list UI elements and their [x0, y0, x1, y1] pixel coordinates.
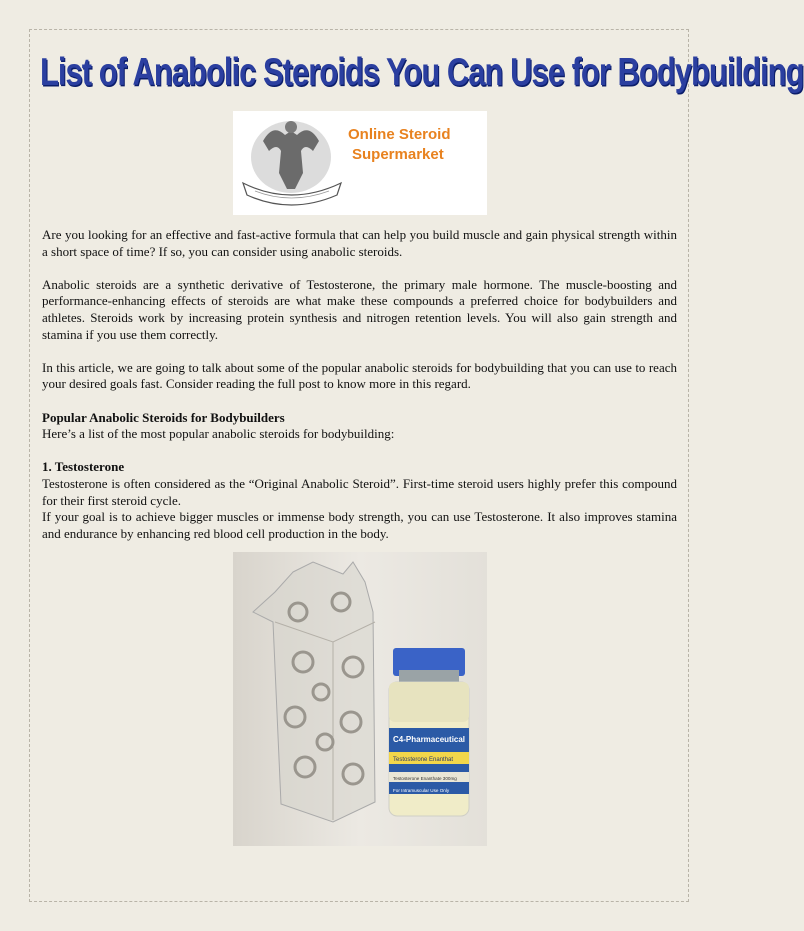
section-block [42, 410, 677, 443]
page-title: List of Anabolic Steroids You Can Use for Bodybuilding [40, 50, 804, 94]
logo-text [348, 125, 451, 165]
logo-line-2: Supermarket [352, 146, 444, 163]
item-1-text-1: Testosterone is often considered as the “Original Anabolic Steroid”. First-time steroid users highly prefer this compound for their first steroid cycle. [42, 475, 677, 508]
section-heading: Popular Anabolic Steroids for Bodybuilders [42, 409, 285, 425]
vial-dose: Testosterone Enanthate 300mg [393, 776, 457, 781]
paragraph-2: Anabolic steroids are a synthetic derivative of Testosterone, the primary male hormone. The muscle-boosting and performance-enhancing effects of steroids are what make these compounds a preferred choice for bodybuilders and athletes. Steroids work by increasing protein synthesis and nitrogen retention levels. You will also gain strength and stamina if you use them correctly. [42, 276, 677, 342]
intro-paragraph: Are you looking for an effective and fast-active formula that can help you build muscle and gain physical strength within a short space of time? If so, you can consider using anabolic steroids. [42, 227, 677, 259]
article-body [42, 227, 677, 542]
logo-image [233, 111, 487, 215]
item-1-text-2: If your goal is to achieve bigger muscles or immense body strength, you can use Testosterone. It also improves stamina and endurance by enhancing red blood cell production in the body. [42, 509, 677, 541]
vial-and-box-illustration [233, 552, 487, 846]
product-photo [233, 552, 487, 846]
paragraph-3: In this article, we are going to talk about some of the popular anabolic steroids for bodybuilding that you can use to reach your desired goals fast. Consider reading the full post to know more in this regard. [42, 359, 677, 392]
logo-line-1: Online Steroid [348, 126, 451, 143]
section-text: Here’s a list of the most popular anabolic steroids for bodybuilding: [42, 426, 395, 442]
vial-name: Testosterone Enanthat [393, 757, 454, 763]
item-1-block [42, 459, 677, 542]
vial-route: For Intramuscular Use Only [393, 788, 450, 793]
item-1-heading: 1. Testosterone [42, 459, 125, 475]
vial-brand: C4-Pharmaceutical [393, 735, 466, 744]
